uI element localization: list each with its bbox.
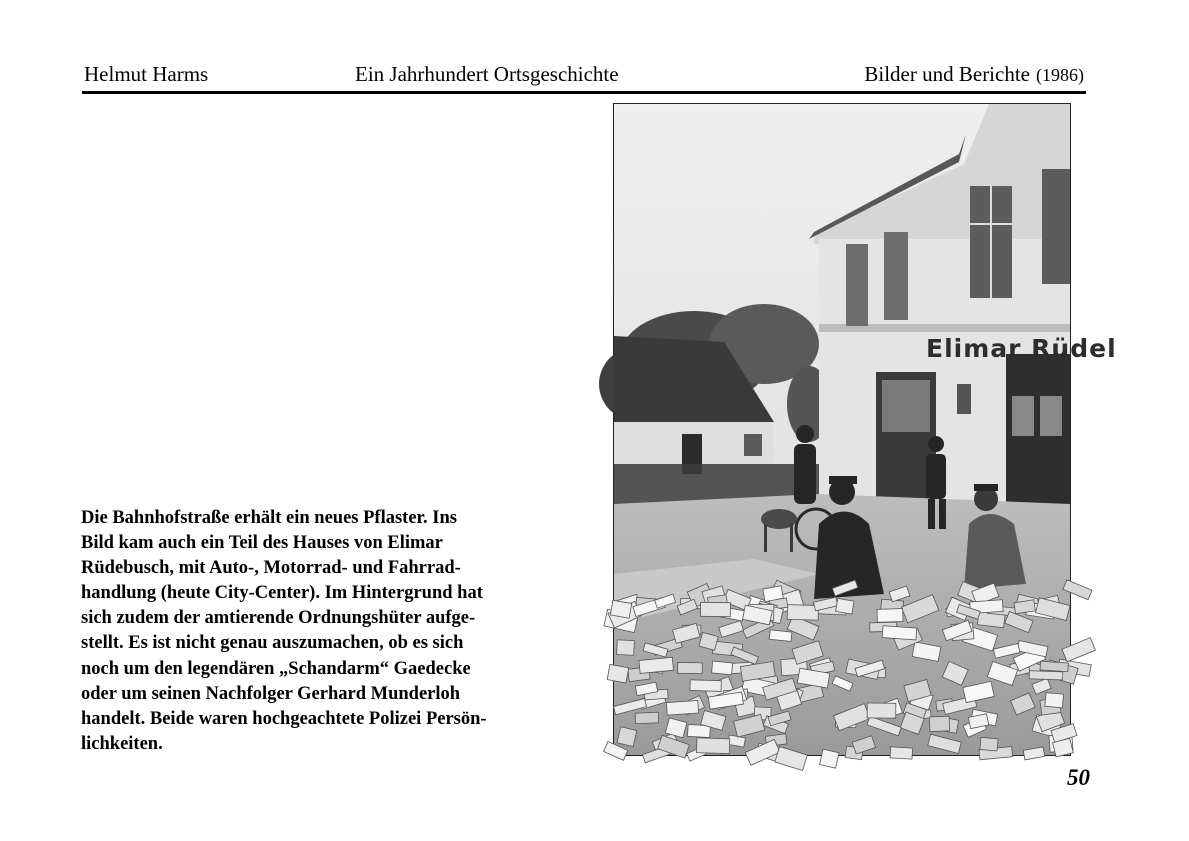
header-author: Helmut Harms [84,62,209,86]
paving-stone [696,738,729,754]
paving-stone [1045,693,1064,708]
historic-photo [613,103,1117,756]
paving-stone [769,630,792,642]
paving-stone [712,661,733,675]
shop-sign-text: Elimar Rüdel [926,334,1117,363]
caption-line: handlung (heute City-Center). Im Hintergrund hat [81,583,483,604]
paving-stone [666,700,698,715]
header-year: (1986) [1036,65,1084,85]
paving-stone [1040,661,1068,672]
header-title: Ein Jahrhundert Ortsgeschichte [355,62,619,86]
caption-line: Rüdebusch, mit Auto-, Motorrad- und Fahrrad- [81,558,461,579]
caption-line: noch um den legendären „Schandarm“ Gaedecke [81,658,471,679]
paving-stone [929,716,949,731]
paving-stone [607,664,629,683]
paving-stone [690,680,721,692]
paving-stone [700,602,730,616]
page-number: 50 [1067,765,1090,790]
paving-stone [677,662,702,673]
caption-line: lichkeiten. [81,733,163,754]
paving-stone [1029,671,1063,680]
header-rule [82,91,1086,94]
paving-stone [980,737,998,751]
caption-line: oder um seinen Nachfolger Gerhard Munderloh [81,683,461,704]
paving-stone [1014,600,1035,614]
photo-illustration [614,104,1117,755]
caption-line: handelt. Beide waren hochgeachtete Polizei Persön- [81,708,487,729]
paving-stone [610,600,631,618]
header-series [864,60,1084,89]
header-series-label: Bilder und Berichte [864,62,1030,86]
paving-stone [617,640,635,655]
caption-line: Die Bahnhofstraße erhält ein neues Pflaster. Ins [81,508,457,528]
paving-stone [635,712,659,724]
paving-stone [820,749,839,768]
paving-stone [836,598,854,614]
paving-stone [867,703,896,718]
caption-line: sich zudem der amtierende Ordnungshüter aufge- [81,608,476,629]
paving-stone [890,747,913,759]
paving-stone [787,605,818,620]
photo-caption [81,506,584,757]
paving-stone [639,657,674,673]
caption-line: stellt. Es ist nicht genau auszumachen, ob es sich [81,633,464,654]
paving-stone [877,609,903,623]
paving-stone [882,626,917,640]
paving-stone [617,727,637,747]
caption-line: Bild kam auch ein Teil des Hauses von Elimar [81,533,443,554]
